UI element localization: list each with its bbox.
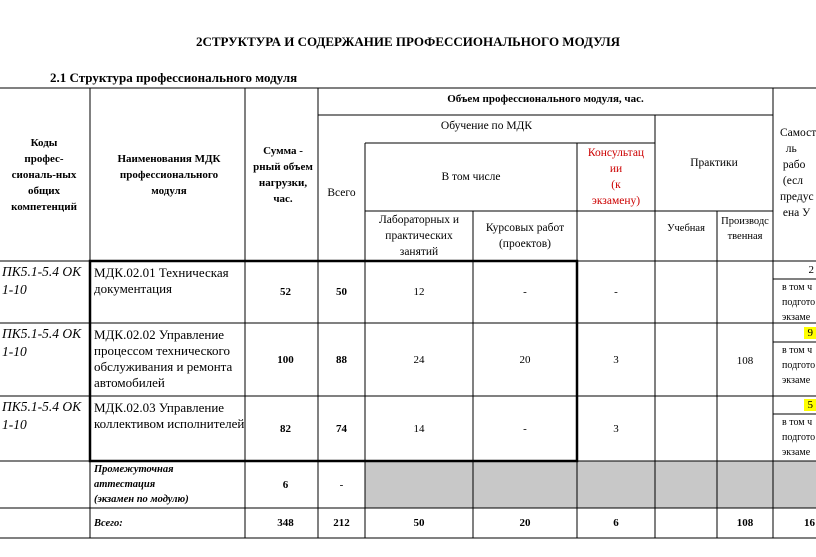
row3-labs: 14	[413, 422, 425, 435]
header-names: Наименования МДК профессионального модуля	[117, 152, 221, 197]
row1-total: 50	[336, 286, 347, 298]
row1-name: МДК.02.01 Техническая документация	[94, 265, 229, 296]
totals-consult: 6	[613, 517, 619, 529]
header-sum: Сумма - рный объем нагрузки, час.	[253, 144, 313, 205]
row2-self-note: в том ч подгото экзаме	[782, 345, 816, 386]
header-consult: Консультац ии (к экзамену)	[587, 147, 645, 207]
totals-self: 16	[804, 517, 815, 529]
totals-labs: 50	[413, 517, 425, 529]
intermediate-label: Промежуточная аттестация (экзамен по модулю)	[94, 464, 189, 505]
header-training: Обучение по МДК	[440, 120, 533, 132]
totals-course: 20	[519, 517, 531, 529]
header-educational: Учебная	[667, 222, 705, 234]
row2-self-value: 9	[773, 323, 816, 342]
header-coursework: Курсовых работ (проектов)	[485, 222, 565, 250]
totals-label: Всего:	[94, 517, 123, 529]
row2-course: 20	[519, 353, 531, 366]
header-practice: Практики	[690, 157, 738, 169]
row3-total: 74	[336, 422, 347, 435]
row2-labs: 24	[413, 353, 425, 366]
row2-name: МДК.02.02 Управление процессом технического обслуживания и ремонта автомобилей	[94, 327, 233, 390]
row3-name: МДК.02.03 Управление коллективом исполнителей	[94, 400, 245, 431]
row1-sum: 52	[280, 286, 291, 298]
row2-total: 88	[336, 353, 347, 366]
row2-sum: 100	[277, 353, 294, 366]
header-volume: Объем профессионального модуля, час.	[447, 93, 644, 105]
row1-labs: 12	[413, 286, 425, 298]
row2-consult: 3	[613, 353, 619, 366]
header-total: Всего	[327, 187, 356, 199]
header-self: Самост ль рабо (есл предус ена У	[780, 127, 816, 219]
industrial-practice-value: 108	[736, 355, 754, 367]
header-including: В том числе	[441, 171, 501, 183]
totals-total: 212	[333, 517, 350, 529]
row1-code: ПК5.1-5.4 ОК 1-10	[2, 264, 82, 297]
row3-self-value: 5	[773, 396, 816, 414]
row2-code: ПК5.1-5.4 ОК 1-10	[2, 326, 82, 359]
section-subtitle: 2.1 Структура профессионального модуля	[50, 70, 298, 85]
row1-self-value: 2	[808, 264, 814, 276]
row1-course: -	[523, 286, 527, 298]
row3-code: ПК5.1-5.4 ОК 1-10	[2, 399, 82, 432]
row3-self-note: в том ч подгото экзаме	[782, 417, 816, 458]
row3-sum: 82	[280, 422, 291, 435]
header-labs: Лабораторных и практических занятий	[378, 214, 460, 258]
row3-course: -	[523, 422, 527, 435]
row3-consult: 3	[613, 422, 619, 435]
row1-self-note: в том ч подгото экзаме	[782, 282, 816, 322]
row1-consult: -	[614, 286, 618, 298]
intermediate-total: -	[339, 478, 344, 491]
header-codes: Коды профес- сиональ-ных общих компетенций	[11, 136, 77, 213]
totals-sum: 348	[277, 517, 294, 529]
intermediate-sum: 6	[282, 478, 289, 491]
totals-industrial: 108	[736, 517, 754, 529]
header-industrial: Производс твенная	[721, 216, 769, 242]
document-title: 2СТРУКТУРА И СОДЕРЖАНИЕ ПРОФЕССИОНАЛЬНОГО МОДУЛЯ	[195, 34, 621, 49]
